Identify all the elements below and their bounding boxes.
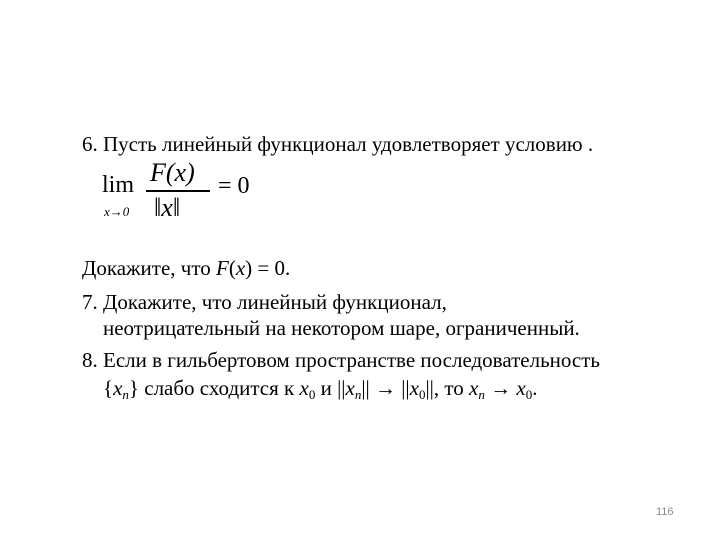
formula-equals-zero: = 0 xyxy=(218,173,250,199)
item-8-line-1: 8. Если в гильбертовом пространстве последовательность xyxy=(82,348,600,372)
page-number: 116 xyxy=(656,506,674,518)
fraction-bar xyxy=(146,190,210,192)
item-8-line-2: $\{x_n\}$ слабо сходится к $x_0$ и $||x_n|| \to ||x_0||$, то $x_n \to x_0$. xyxy=(103,376,538,402)
limit-formula xyxy=(100,156,270,236)
fraction-numerator: F(x) xyxy=(150,158,195,187)
item-6-conclusion: Докажите, что F(x) = 0. xyxy=(82,256,291,280)
item-7-line-1: 7. Докажите, что линейный функционал, xyxy=(82,290,447,314)
lim-operator: lim xyxy=(102,172,135,198)
fraction-denominator: ‖x‖ xyxy=(154,193,181,222)
item-7-line-2: неотрицательный на некотором шаре, ограниченный. xyxy=(103,316,580,340)
item-6-text: 6. Пусть линейный функционал удовлетворяет условию . xyxy=(82,132,594,156)
lim-subscript: x→0 xyxy=(104,204,130,219)
